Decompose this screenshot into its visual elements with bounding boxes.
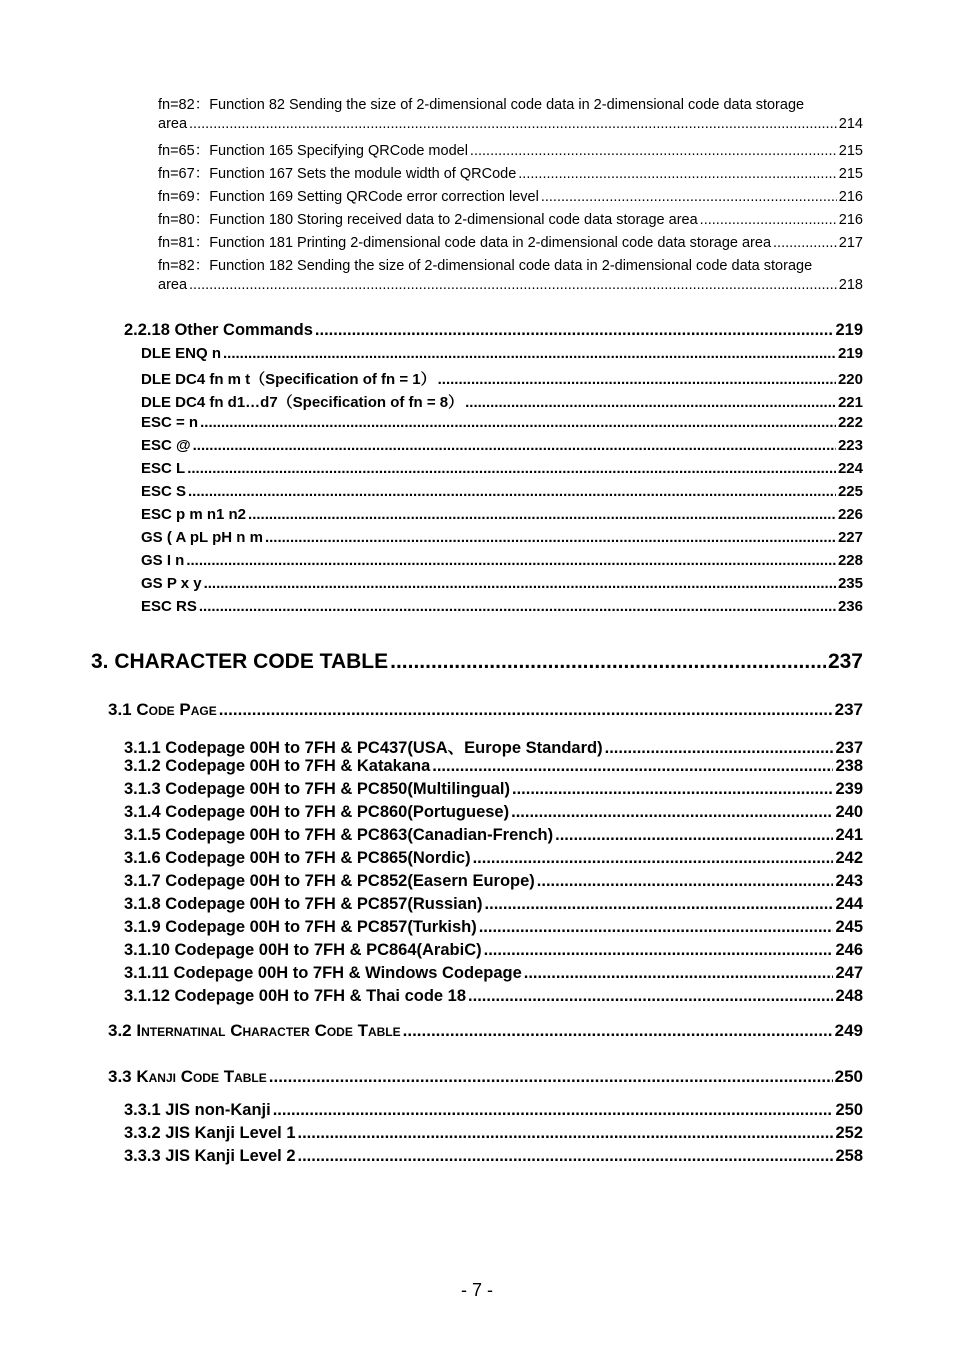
toc-entry-label: 3.1.10 Codepage 00H to 7FH & PC864(ArabiC) xyxy=(124,941,482,959)
leader-dots xyxy=(479,918,834,937)
leader-dots xyxy=(512,780,833,799)
leader-dots xyxy=(605,739,834,758)
toc-entry-intl-table[interactable] xyxy=(108,1021,863,1041)
toc-entry-fn82-first-line1: fn=82：Function 82 Sending the size of 2-dimensional code data in 2-dimensional code data storage xyxy=(158,97,805,113)
toc-entry-page: 216 xyxy=(838,212,863,228)
toc-entry-command[interactable] xyxy=(141,529,863,546)
toc-entry-label: area xyxy=(158,277,188,293)
toc-entry-page: 223 xyxy=(837,437,863,454)
toc-entry-page: 252 xyxy=(835,1124,863,1142)
toc-entry-label: GS I n xyxy=(141,552,185,569)
toc-entry-label: 3.1.7 Codepage 00H to 7FH & PC852(Easern Europe) xyxy=(124,872,535,890)
toc-entry-page: 221 xyxy=(837,394,863,411)
toc-entry-label: 3.1.8 Codepage 00H to 7FH & PC857(Russian) xyxy=(124,895,483,913)
toc-entry-label: ESC p m n1 n2 xyxy=(141,506,247,523)
leader-dots xyxy=(189,277,837,293)
toc-entry-kanji[interactable] xyxy=(124,1101,863,1120)
leader-dots xyxy=(188,483,836,500)
toc-entry-label: ESC @ xyxy=(141,437,191,454)
toc-entry-page: 247 xyxy=(835,964,863,982)
toc-entry-label: 3. CHARACTER CODE TABLE xyxy=(91,650,389,673)
toc-entry-label: fn=80：Function 180 Storing received data to 2-dimensional code data storage area xyxy=(158,212,698,228)
toc-entry-command[interactable] xyxy=(141,414,863,431)
leader-dots xyxy=(204,575,836,592)
toc-entry-page: 216 xyxy=(838,189,863,205)
toc-entry-label: 3.1.4 Codepage 00H to 7FH & PC860(Portuguese) xyxy=(124,803,510,821)
leader-dots xyxy=(470,143,837,159)
toc-entry-codepage[interactable] xyxy=(124,803,863,822)
toc-entry-page: 237 xyxy=(834,700,863,719)
toc-entry-label: fn=65：Function 165 Specifying QRCode model xyxy=(158,143,468,159)
toc-entry-page: 240 xyxy=(835,803,863,821)
toc-entry-code-page[interactable] xyxy=(108,700,863,720)
toc-entry-command[interactable] xyxy=(141,575,863,592)
toc-entry-page: 227 xyxy=(837,529,863,546)
toc-entry-label: 3.3.2 JIS Kanji Level 1 xyxy=(124,1124,296,1142)
toc-entry-command[interactable] xyxy=(141,552,863,569)
toc-entry-fn81[interactable] xyxy=(158,231,863,252)
toc-entry-command[interactable] xyxy=(141,483,863,500)
leader-dots xyxy=(219,700,833,720)
toc-entry-page: 246 xyxy=(835,941,863,959)
toc-entry-page: 220 xyxy=(837,371,863,388)
leader-dots xyxy=(403,1021,833,1041)
toc-entry-page: 217 xyxy=(838,235,863,251)
leader-dots xyxy=(248,506,836,523)
toc-entry-label: 3.1.3 Codepage 00H to 7FH & PC850(Multilingual) xyxy=(124,780,510,798)
leader-dots xyxy=(193,437,836,454)
toc-entry-codepage[interactable] xyxy=(124,895,863,914)
toc-entry-fn69[interactable] xyxy=(158,185,863,206)
leader-dots xyxy=(438,371,836,388)
toc-entry-page: 241 xyxy=(835,826,863,844)
toc-entry-label: ESC S xyxy=(141,483,187,500)
toc-entry-label: 2.2.18 Other Commands xyxy=(124,321,313,339)
toc-entry-page: 225 xyxy=(837,483,863,500)
leader-dots xyxy=(390,650,826,674)
toc-entry-codepage[interactable] xyxy=(124,826,863,845)
toc-entry-command[interactable] xyxy=(141,460,863,477)
toc-entry-page: 218 xyxy=(838,277,863,293)
toc-entry-page: 215 xyxy=(838,143,863,159)
toc-entry-fn67[interactable] xyxy=(158,162,863,183)
toc-entry-kanji-table[interactable] xyxy=(108,1067,863,1087)
toc-entry-page: 258 xyxy=(835,1147,863,1165)
leader-dots xyxy=(537,872,834,891)
toc-entry-label: 3.1.9 Codepage 00H to 7FH & PC857(Turkish) xyxy=(124,918,477,936)
leader-dots xyxy=(269,1067,833,1087)
leader-dots xyxy=(524,964,834,983)
toc-entry-codepage[interactable] xyxy=(124,872,863,891)
leader-dots xyxy=(518,166,837,182)
toc-entry-page: 250 xyxy=(834,1067,863,1086)
toc-entry-page: 228 xyxy=(837,552,863,569)
toc-entry-fn82-first[interactable] xyxy=(158,116,863,132)
leader-dots xyxy=(485,895,834,914)
leader-dots xyxy=(189,116,837,132)
toc-entry-label: 3.2 Internatinal Character Code Table xyxy=(108,1021,401,1040)
toc-entry-page: 224 xyxy=(837,460,863,477)
leader-dots xyxy=(187,460,836,477)
toc-entry-page: 222 xyxy=(837,414,863,431)
leader-dots xyxy=(465,394,836,411)
toc-entry-page: 244 xyxy=(835,895,863,913)
page-number: - 7 - xyxy=(460,1280,493,1300)
toc-entry-page: 249 xyxy=(834,1021,863,1040)
toc-entry-label: fn=81：Function 181 Printing 2-dimensional code data in 2-dimensional code data storage area xyxy=(158,235,772,251)
leader-dots xyxy=(223,345,836,362)
toc-entry-page: 214 xyxy=(838,116,863,132)
leader-dots xyxy=(273,1101,834,1120)
toc-entry-label: 3.1.5 Codepage 00H to 7FH & PC863(Canadian-French) xyxy=(124,826,554,844)
toc-entry-page: 250 xyxy=(835,1101,863,1119)
toc-entry-codepage[interactable] xyxy=(124,780,863,799)
toc-entry-fn82-second[interactable] xyxy=(158,277,863,293)
leader-dots xyxy=(484,941,834,960)
toc-entry-page: 215 xyxy=(838,166,863,182)
toc-entry-page: 236 xyxy=(837,598,863,615)
toc-entry-fn82-second-line1: fn=82：Function 182 Sending the size of 2-dimensional code data in 2-dimensional code data storage xyxy=(158,258,813,274)
leader-dots xyxy=(186,552,836,569)
toc-entry-label: DLE DC4 fn d1…d7（Specification of fn = 8） xyxy=(141,394,464,411)
toc-entry-label: 3.1.1 Codepage 00H to 7FH & PC437(USA、Europe Standard) xyxy=(124,739,603,757)
leader-dots xyxy=(200,414,836,431)
toc-entry-page: 219 xyxy=(837,345,863,362)
leader-dots xyxy=(555,826,833,845)
toc-entry-page: 243 xyxy=(835,872,863,890)
toc-entry-command[interactable] xyxy=(141,506,863,523)
toc-entry-label: fn=67：Function 167 Sets the module width of QRCode xyxy=(158,166,517,182)
toc-entry-label: area xyxy=(158,116,188,132)
toc-entry-label: DLE ENQ n xyxy=(141,345,222,362)
toc-entry-label: ESC = n xyxy=(141,414,199,431)
toc-entry-label: 3.1.6 Codepage 00H to 7FH & PC865(Nordic) xyxy=(124,849,471,867)
toc-entry-label: ESC L xyxy=(141,460,186,477)
toc-entry-command[interactable] xyxy=(141,368,863,389)
toc-entry-label: GS ( A pL pH n m xyxy=(141,529,263,546)
toc-entry-page: 248 xyxy=(835,987,863,1005)
toc-entry-label: 3.3 Kanji Code Table xyxy=(108,1067,267,1086)
toc-entry-command[interactable] xyxy=(141,391,863,412)
toc-entry-label: fn=69：Function 169 Setting QRCode error correction level xyxy=(158,189,539,205)
toc-entry-page: 235 xyxy=(837,575,863,592)
toc-entry-codepage[interactable] xyxy=(124,849,863,868)
toc-entry-label: 3.1.12 Codepage 00H to 7FH & Thai code 18 xyxy=(124,987,467,1005)
toc-entry-page: 237 xyxy=(827,650,863,673)
toc-entry-codepage[interactable] xyxy=(124,918,863,937)
leader-dots xyxy=(511,803,833,822)
leader-dots xyxy=(265,529,836,546)
toc-entry-page: 226 xyxy=(837,506,863,523)
toc-entry-page: 245 xyxy=(835,918,863,936)
toc-entry-codepage[interactable] xyxy=(124,734,863,758)
leader-dots xyxy=(468,987,833,1006)
toc-entry-fn65[interactable] xyxy=(158,139,863,160)
toc-entry-command[interactable] xyxy=(141,598,863,615)
toc-entry-page: 237 xyxy=(835,739,863,757)
toc-entry-codepage[interactable] xyxy=(124,964,863,983)
toc-entry-label: DLE DC4 fn m t（Specification of fn = 1） xyxy=(141,371,436,388)
toc-entry-command[interactable] xyxy=(141,345,863,362)
toc-entry-codepage[interactable] xyxy=(124,757,863,776)
toc-entry-chapter-3[interactable] xyxy=(91,650,863,674)
toc-entry-codepage[interactable] xyxy=(124,987,863,1006)
toc-entry-page: 239 xyxy=(835,780,863,798)
leader-dots xyxy=(473,849,834,868)
toc-entry-page: 242 xyxy=(835,849,863,867)
toc-entry-kanji[interactable] xyxy=(124,1124,863,1143)
toc-entry-page: 219 xyxy=(835,321,863,339)
toc-entry-kanji[interactable] xyxy=(124,1147,863,1166)
toc-entry-other-commands[interactable] xyxy=(124,321,863,340)
toc-entry-label: ESC RS xyxy=(141,598,197,615)
toc-entry-command[interactable] xyxy=(141,437,863,454)
leader-dots xyxy=(298,1147,834,1166)
toc-entry-codepage[interactable] xyxy=(124,941,863,960)
toc-entry-label: 3.1.11 Codepage 00H to 7FH & Windows Codepage xyxy=(124,964,522,982)
leader-dots xyxy=(199,598,836,615)
toc-entry-label: 3.3.1 JIS non-Kanji xyxy=(124,1101,271,1119)
toc-entry-label: 3.3.3 JIS Kanji Level 2 xyxy=(124,1147,296,1165)
leader-dots xyxy=(773,235,837,251)
leader-dots xyxy=(298,1124,834,1143)
leader-dots xyxy=(700,212,837,228)
toc-entry-fn80[interactable] xyxy=(158,208,863,229)
leader-dots xyxy=(432,757,833,776)
toc-entry-label: 3.1.2 Codepage 00H to 7FH & Katakana xyxy=(124,757,431,775)
toc-entry-label: 3.1 Code Page xyxy=(108,700,217,719)
leader-dots xyxy=(315,321,834,340)
toc-entry-page: 238 xyxy=(835,757,863,775)
leader-dots xyxy=(541,189,837,205)
toc-entry-label: GS P x y xyxy=(141,575,202,592)
